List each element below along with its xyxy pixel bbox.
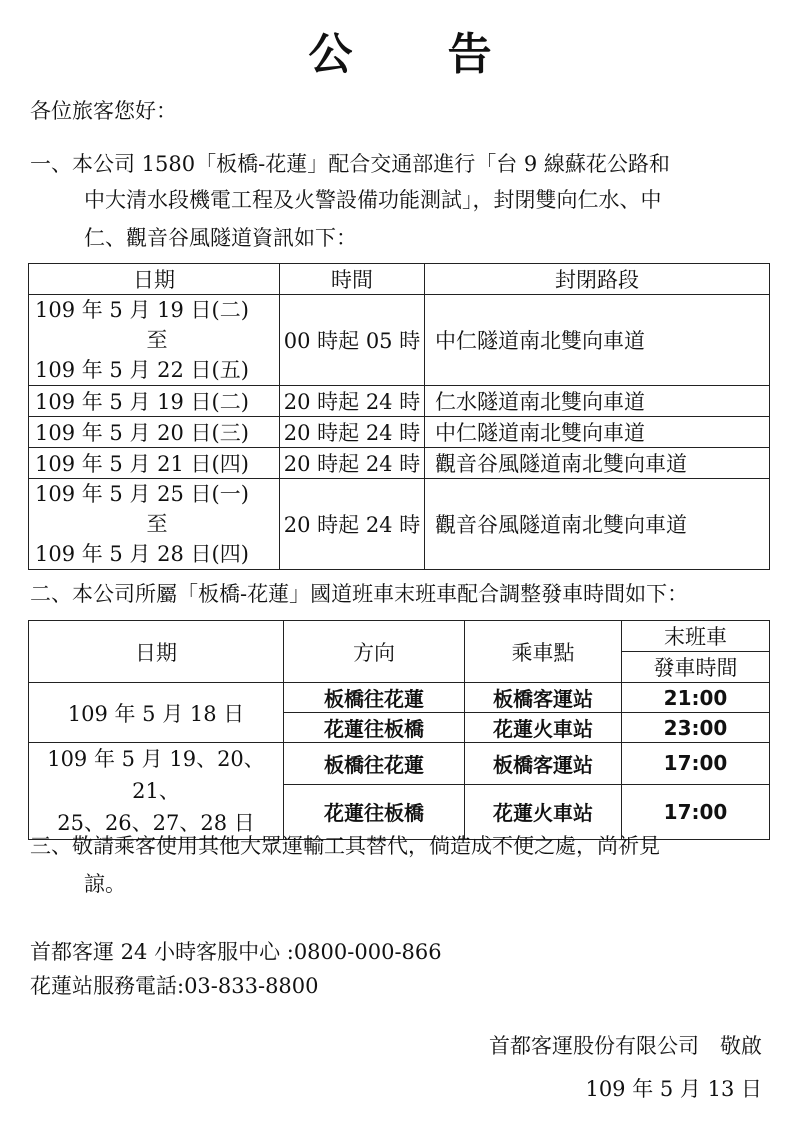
table-row bbox=[29, 448, 770, 479]
section3-line2: 諒。 bbox=[84, 872, 126, 896]
group-date: 109 年 5 月 18 日 bbox=[29, 683, 284, 743]
row-date: 109 年 5 月 25 日(一) 至 109 年 5 月 28 日(四) bbox=[29, 479, 280, 570]
row-direction: 板橋往花蓮 bbox=[284, 683, 465, 713]
row-date: 109 年 5 月 21 日(四) bbox=[29, 448, 280, 479]
section2-line1: 二、本公司所屬「板橋-花蓮」國道班車末班車配合調整發車時間如下： bbox=[30, 582, 689, 606]
row-section: 中仁隧道南北雙向車道 bbox=[425, 417, 770, 448]
row-stop: 花蓮火車站 bbox=[465, 713, 622, 743]
row-time: 20 時起 24 時 bbox=[280, 448, 425, 479]
row-date: 109 年 5 月 19 日(二) bbox=[29, 386, 280, 417]
header-time: 時間 bbox=[280, 264, 425, 295]
row-time: 17:00 bbox=[622, 784, 770, 839]
header-direction: 方向 bbox=[284, 621, 465, 683]
contact-service-center: 首都客運 24 小時客服中心 :0800-000-866 bbox=[30, 940, 442, 964]
row-time: 17:00 bbox=[622, 743, 770, 785]
header-date: 日期 bbox=[29, 264, 280, 295]
last-bus-header bbox=[29, 621, 770, 652]
signature-date: 109 年 5 月 13 日 bbox=[585, 1077, 762, 1101]
header-stop: 乘車點 bbox=[465, 621, 622, 683]
row-stop: 板橋客運站 bbox=[465, 743, 622, 785]
table-row bbox=[29, 386, 770, 417]
row-section: 觀音谷風隧道南北雙向車道 bbox=[425, 448, 770, 479]
row-section: 仁水隧道南北雙向車道 bbox=[425, 386, 770, 417]
last-bus-table bbox=[28, 620, 770, 840]
header-last-bus: 末班車 bbox=[622, 621, 770, 652]
table-row bbox=[29, 479, 770, 570]
group-date: 109 年 5 月 19、20、21、 25、26、27、28 日 bbox=[29, 743, 284, 840]
row-direction: 花蓮往板橋 bbox=[284, 713, 465, 743]
header-date: 日期 bbox=[29, 621, 284, 683]
row-stop: 板橋客運站 bbox=[465, 683, 622, 713]
row-section: 觀音谷風隧道南北雙向車道 bbox=[425, 479, 770, 570]
contact-hualien-station: 花蓮站服務電話:03-833-8800 bbox=[30, 974, 319, 998]
row-section: 中仁隧道南北雙向車道 bbox=[425, 295, 770, 386]
greeting: 各位旅客您好： bbox=[30, 99, 177, 123]
section1-line3: 仁、觀音谷風隧道資訊如下： bbox=[84, 226, 357, 250]
row-time: 20 時起 24 時 bbox=[280, 417, 425, 448]
row-direction: 花蓮往板橋 bbox=[284, 784, 465, 839]
row-stop: 花蓮火車站 bbox=[465, 784, 622, 839]
closure-table bbox=[28, 263, 770, 570]
row-time: 20 時起 24 時 bbox=[280, 479, 425, 570]
table-row bbox=[29, 417, 770, 448]
section1-line2: 中大清水段機電工程及火警設備功能測試」，封閉雙向仁水、中 bbox=[84, 188, 662, 212]
row-time: 21:00 bbox=[622, 683, 770, 713]
table-row bbox=[29, 683, 770, 713]
row-date: 109 年 5 月 19 日(二) 至 109 年 5 月 22 日(五) bbox=[29, 295, 280, 386]
row-date: 109 年 5 月 20 日(三) bbox=[29, 417, 280, 448]
table-row bbox=[29, 743, 770, 785]
row-time: 23:00 bbox=[622, 713, 770, 743]
signature-company: 首都客運股份有限公司 敬啟 bbox=[489, 1034, 762, 1058]
row-time: 00 時起 05 時 bbox=[280, 295, 425, 386]
closure-table-header bbox=[29, 264, 770, 295]
row-direction: 板橋往花蓮 bbox=[284, 743, 465, 785]
table-row bbox=[29, 295, 770, 386]
header-section: 封閉路段 bbox=[425, 264, 770, 295]
section1-line1: 一、本公司 1580「板橋-花蓮」配合交通部進行「台 9 線蘇花公路和 bbox=[30, 152, 670, 176]
row-time: 20 時起 24 時 bbox=[280, 386, 425, 417]
header-departure-time: 發車時間 bbox=[622, 652, 770, 683]
notice-title: 公 告 bbox=[308, 29, 532, 80]
section3-line1: 三、敬請乘客使用其他大眾運輸工具替代，倘造成不便之處，尚祈見 bbox=[30, 834, 660, 858]
